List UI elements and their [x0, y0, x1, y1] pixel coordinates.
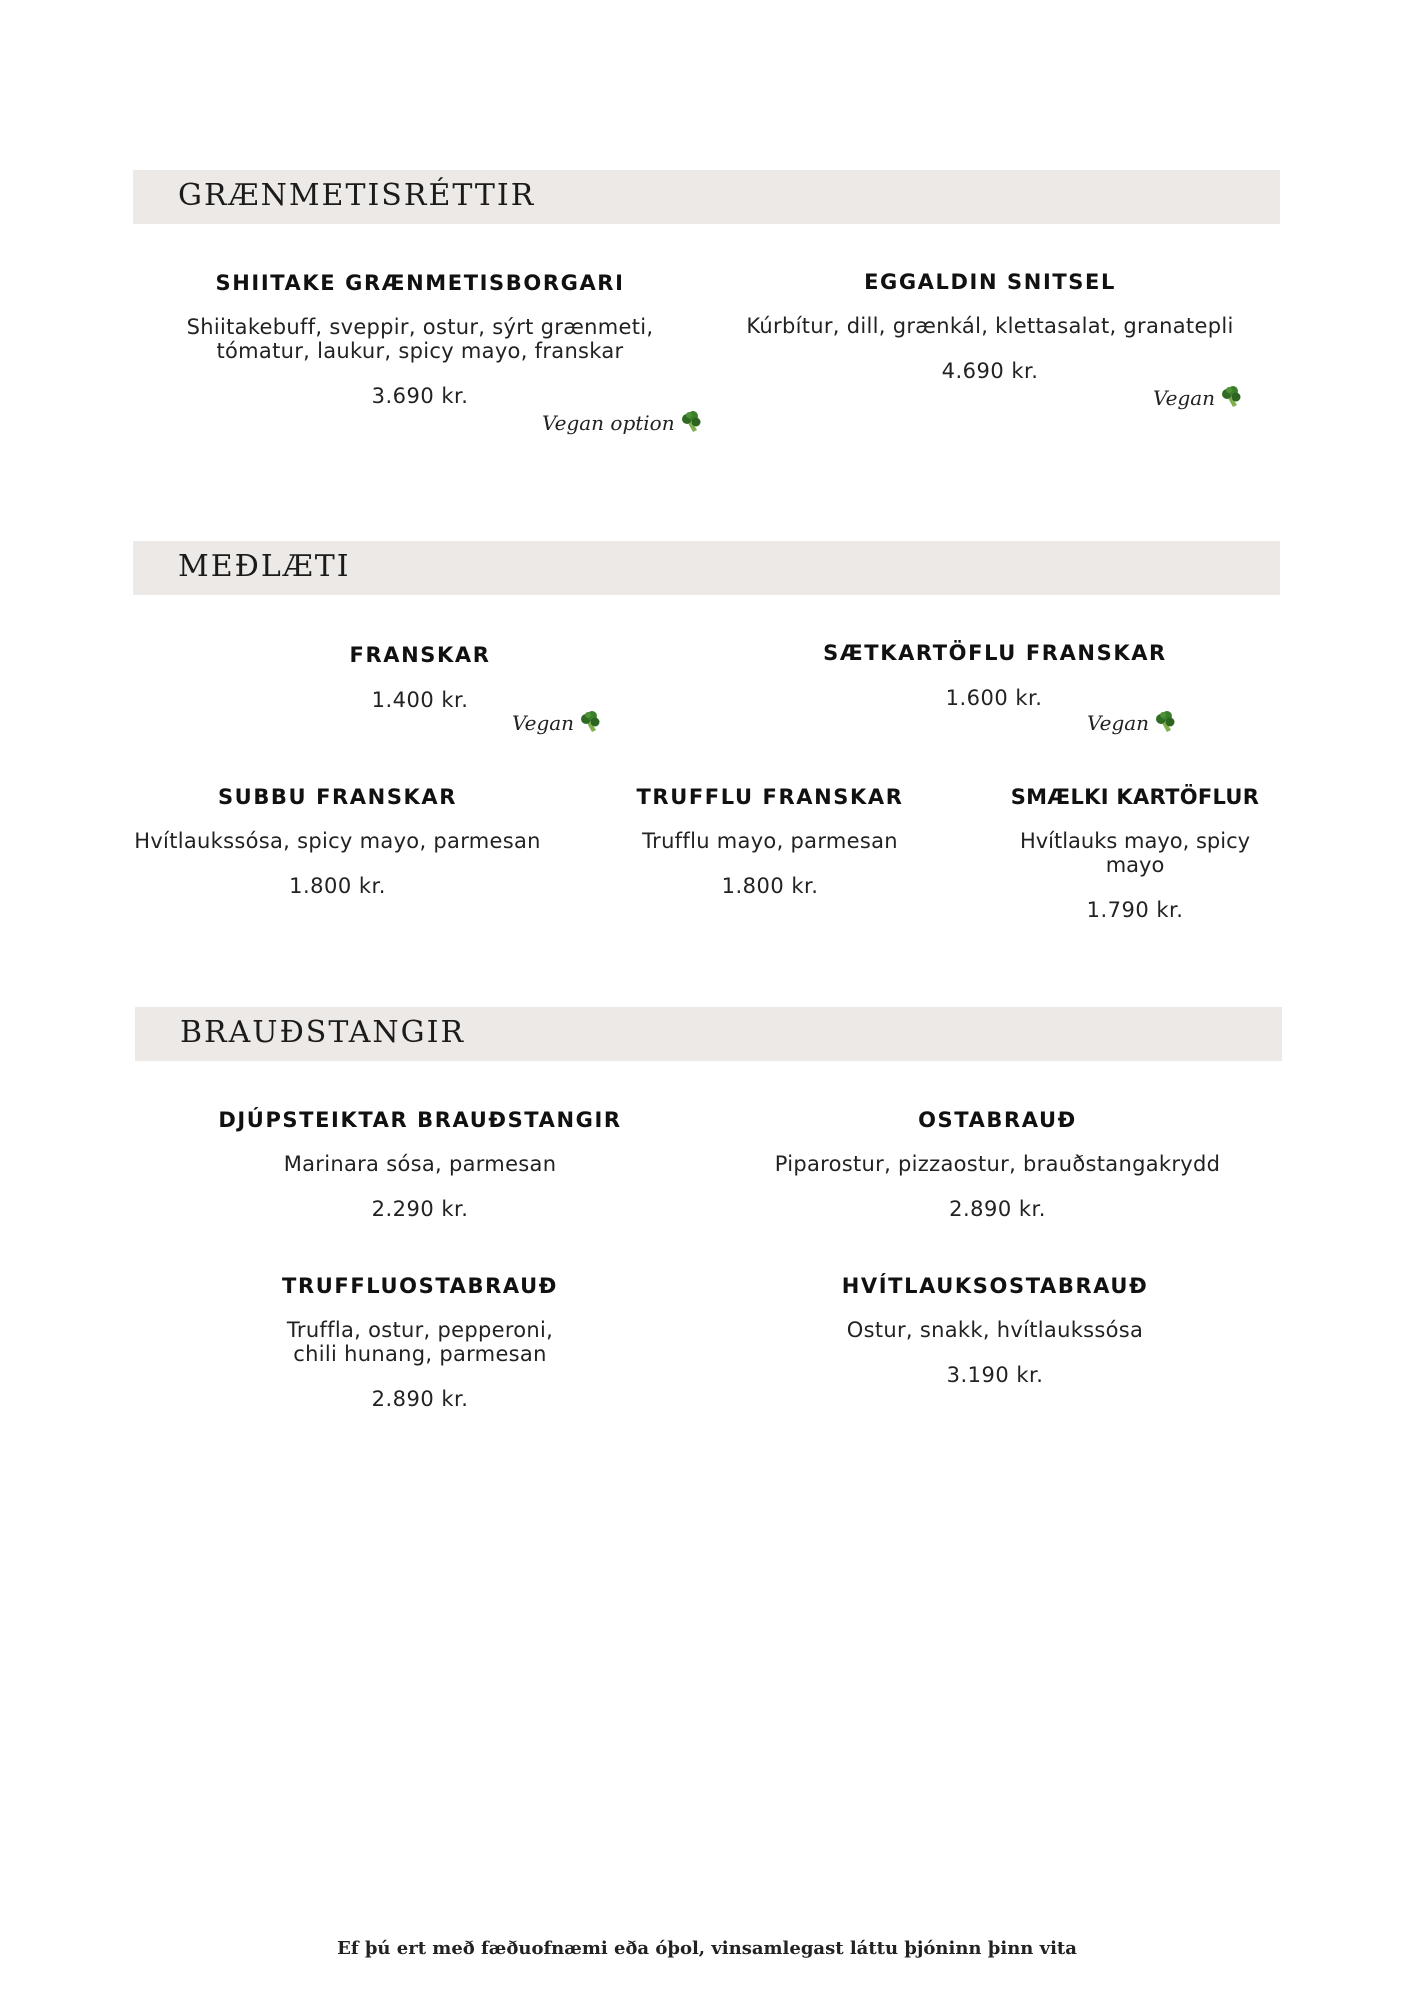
item-name: EGGALDIN SNITSEL [864, 270, 1116, 294]
broccoli-icon [1219, 385, 1243, 409]
item-name: SUBBU FRANSKAR [217, 785, 458, 809]
menu-item-fried-breadsticks [195, 1108, 645, 1221]
item-price: 2.290 kr. [371, 1197, 469, 1221]
item-price: 1.790 kr. [1086, 898, 1184, 922]
item-name: HVÍTLAUKSOSTABRAUÐ [841, 1274, 1149, 1298]
item-description: Piparostur, pizzaostur, brauðstangakrydd [774, 1152, 1221, 1176]
item-price: 1.400 kr. [371, 688, 469, 712]
item-description: Shiitakebuff, sveppir, ostur, sýrt grænmeti, tómatur, laukur, spicy mayo, franskar [186, 315, 654, 363]
menu-item-baby-potatoes [990, 785, 1280, 922]
item-name: SHIITAKE GRÆNMETISBORGARI [215, 271, 625, 295]
menu-item-fries [270, 643, 570, 712]
vegan-tag: Vegan [1153, 385, 1243, 410]
item-name: SÆTKARTÖFLU FRANSKAR [823, 641, 1167, 665]
item-name: SMÆLKI KARTÖFLUR [1010, 785, 1260, 809]
menu-item-cheese-bread [745, 1108, 1250, 1221]
item-price: 3.690 kr. [371, 384, 469, 408]
item-name: DJÚPSTEIKTAR BRAUÐSTANGIR [218, 1108, 622, 1132]
section-header-sides [133, 541, 1280, 595]
menu-item-eggplant-schnitzel [730, 270, 1250, 383]
item-description: Marinara sósa, parmesan [283, 1152, 557, 1176]
menu-item-truffle-fries [610, 785, 930, 898]
menu-item-garlic-cheese-bread [795, 1274, 1195, 1387]
item-description: Kúrbítur, dill, grænkál, klettasalat, granatepli [746, 314, 1234, 338]
item-price: 3.190 kr. [946, 1363, 1044, 1387]
item-price: 1.600 kr. [945, 686, 1043, 710]
section-title: GRÆNMETISRÉTTIR [178, 178, 536, 213]
broccoli-icon [1153, 710, 1177, 734]
item-description: Truffla, ostur, pepperoni, chili hunang, parmesan [286, 1318, 554, 1366]
item-name: TRUFFLUOSTABRAUÐ [282, 1274, 558, 1298]
item-description: Ostur, snakk, hvítlaukssósa [846, 1318, 1144, 1342]
vegan-tag: Vegan [1087, 710, 1177, 735]
item-description: Trufflu mayo, parmesan [642, 829, 898, 853]
broccoli-icon [578, 710, 602, 734]
item-description: Hvítlaukssósa, spicy mayo, parmesan [134, 829, 541, 853]
section-header-vegetarian [133, 170, 1280, 224]
menu-item-truffle-cheese-bread [220, 1274, 620, 1411]
broccoli-icon [679, 410, 703, 434]
allergy-notice: Ef þú ert með fæðuofnæmi eða óþol, vinsamlegast láttu þjóninn þinn vita [337, 1938, 1077, 1959]
item-name: OSTABRAUÐ [918, 1108, 1077, 1132]
section-title: BRAUÐSTANGIR [180, 1015, 466, 1050]
item-price: 2.890 kr. [949, 1197, 1046, 1221]
item-price: 4.690 kr. [941, 359, 1039, 383]
item-price: 1.800 kr. [721, 874, 819, 898]
menu-item-shiitake-burger [160, 271, 680, 408]
section-header-breadsticks [135, 1007, 1282, 1061]
item-name: FRANSKAR [349, 643, 491, 667]
section-title: MEÐLÆTI [178, 549, 351, 584]
menu-item-sweet-potato-fries [795, 641, 1195, 710]
item-price: 1.800 kr. [289, 874, 386, 898]
item-description: Hvítlauks mayo, spicy mayo [1019, 829, 1251, 877]
menu-item-loaded-fries [130, 785, 545, 898]
item-name: TRUFFLU FRANSKAR [636, 785, 904, 809]
item-price: 2.890 kr. [371, 1387, 469, 1411]
vegan-option-tag: Vegan option [542, 410, 703, 435]
vegan-tag: Vegan [512, 710, 602, 735]
